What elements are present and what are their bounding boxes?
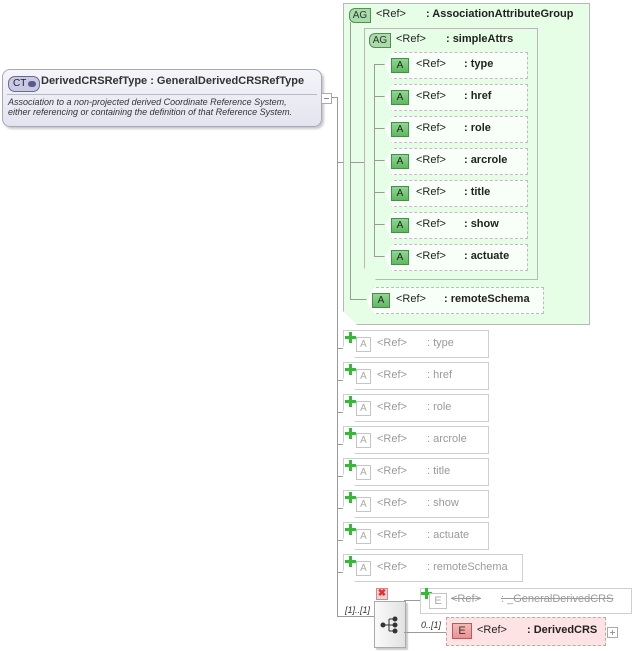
connector xyxy=(337,616,374,617)
expand-plus-icon[interactable] xyxy=(345,396,356,407)
expand-plus-icon[interactable] xyxy=(345,460,356,471)
expand-plus-icon[interactable] xyxy=(345,364,356,375)
complex-type-box[interactable] xyxy=(2,69,322,127)
complex-type-documentation: Association to a non-projected derived Coordinate Reference System, either referencing or containing the definition of that Reference System. xyxy=(8,97,293,117)
choice-icon xyxy=(375,602,405,647)
attribute-badge: A xyxy=(356,529,371,544)
attribute-badge: A xyxy=(391,250,409,265)
expand-plus-icon[interactable] xyxy=(345,332,356,343)
attribute-group-label: <Ref> : simpleAttrs xyxy=(396,33,514,45)
attribute-badge: A xyxy=(391,58,409,73)
attribute-badge: A xyxy=(391,186,409,201)
element-badge: E xyxy=(452,623,472,639)
attribute-badge: A xyxy=(391,122,409,137)
expand-plus-icon[interactable] xyxy=(345,524,356,535)
expand-icon[interactable] xyxy=(607,627,618,638)
complex-type-badge: CT xyxy=(8,76,40,92)
close-icon[interactable]: ✖ xyxy=(377,588,387,599)
element-badge: E xyxy=(429,593,447,609)
attribute-badge: A xyxy=(356,497,371,512)
complex-type-title: DerivedCRSRefType : GeneralDerivedCRSRefType xyxy=(41,75,305,87)
choice-compositor[interactable] xyxy=(374,601,406,648)
attribute-group-badge: AG xyxy=(369,33,391,48)
attribute-badge: A xyxy=(391,154,409,169)
divider xyxy=(7,94,317,95)
attribute-badge: A xyxy=(372,293,390,308)
connector xyxy=(337,97,338,617)
expand-plus-icon[interactable] xyxy=(345,428,356,439)
attribute-badge: A xyxy=(356,465,371,480)
attribute-badge: A xyxy=(356,369,371,384)
attribute-group-badge: AG xyxy=(349,8,371,23)
connector xyxy=(337,162,343,163)
attribute-badge: A xyxy=(391,90,409,105)
attribute-group-label: <Ref> : AssociationAttributeGroup xyxy=(376,8,574,20)
attribute-badge: A xyxy=(356,337,371,352)
expand-plus-icon[interactable] xyxy=(345,556,356,567)
expand-plus-icon[interactable] xyxy=(345,492,356,503)
attribute-badge: A xyxy=(356,561,371,576)
attribute-badge: A xyxy=(356,433,371,448)
collapse-icon[interactable] xyxy=(321,93,332,104)
element-occurrence: 0..[1] xyxy=(421,620,442,630)
attribute-badge: A xyxy=(356,401,371,416)
choice-occurrence: [1]..[1] xyxy=(345,605,371,615)
attribute-badge: A xyxy=(391,218,409,233)
